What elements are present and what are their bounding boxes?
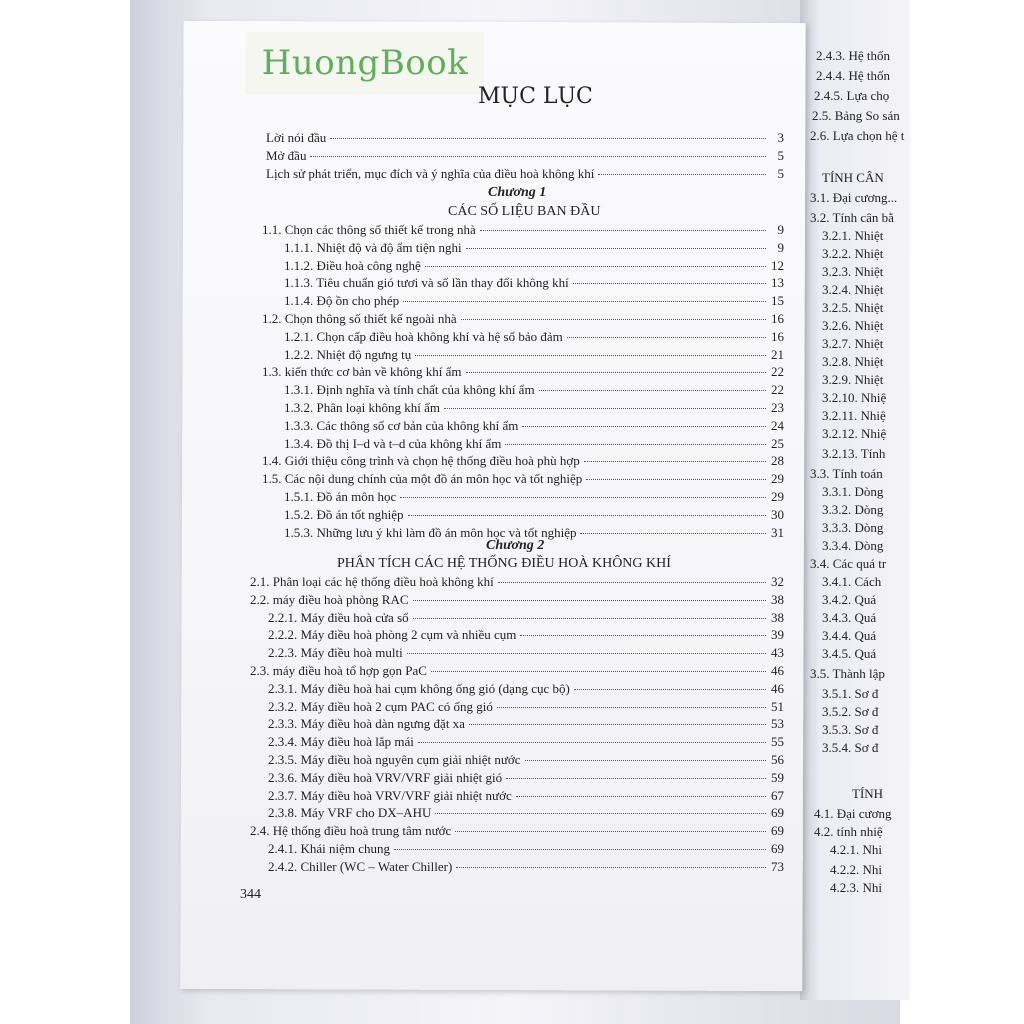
toc-chapter2-entry bbox=[268, 841, 784, 857]
toc-leader-dots bbox=[498, 581, 766, 583]
toc-entry-label: 1.1.2. Điều hoà công nghệ bbox=[284, 257, 421, 273]
toc-entry-label: 2.2.3. Máy điều hoà multi bbox=[268, 645, 403, 661]
toc-chapter2-entry bbox=[268, 610, 784, 626]
toc-intro-entry bbox=[266, 130, 784, 146]
toc-leader-dots bbox=[413, 599, 766, 601]
toc-entry-label: 2.3.6. Máy điều hoà VRV/VRF giải nhiệt gió bbox=[268, 769, 503, 785]
toc-chapter2-entry bbox=[250, 663, 784, 679]
toc-leader-dots bbox=[506, 777, 766, 779]
toc-leader-dots bbox=[466, 247, 766, 249]
toc-entry-page: 53 bbox=[771, 716, 784, 732]
toc-intro-entry bbox=[266, 166, 784, 182]
toc-leader-dots bbox=[418, 741, 766, 743]
toc-entry-label: 2.4. Hệ thống điều hoà trung tâm nước bbox=[250, 823, 452, 839]
next-page-line: 3.3.3. Dòng bbox=[822, 520, 884, 535]
next-page-line: 3.5.1. Sơ đ bbox=[822, 686, 879, 701]
page-title: MỤC LỤC bbox=[478, 84, 593, 109]
toc-entry-page: 73 bbox=[771, 858, 784, 874]
next-page-line: 3.3.4. Dòng bbox=[822, 538, 884, 553]
next-page-line: 3.4.1. Cách bbox=[822, 574, 882, 589]
next-page-line: 4.2.3. Nhi bbox=[830, 880, 882, 895]
toc-chapter1-entry bbox=[284, 418, 784, 434]
next-page-line: 3.3. Tính toán bbox=[810, 466, 883, 481]
toc-chapter1-entry bbox=[284, 347, 784, 363]
next-page-line: 3.2.4. Nhiệt bbox=[822, 282, 884, 297]
toc-chapter2-entry bbox=[268, 788, 784, 804]
toc-entry-label: 1.3.1. Định nghĩa và tính chất của không khí ẩm bbox=[284, 382, 535, 398]
toc-leader-dots bbox=[461, 318, 766, 320]
toc-entry-page: 28 bbox=[771, 453, 784, 469]
next-page-line: 3.4.2. Quá bbox=[822, 592, 877, 607]
toc-entry-label: 1.5.3. Những lưu ý khi làm đồ án môn học và tốt nghiệp bbox=[284, 524, 577, 540]
toc-leader-dots bbox=[466, 371, 767, 373]
toc-chapter1-entry bbox=[284, 258, 784, 274]
toc-chapter1-entry bbox=[284, 507, 784, 523]
toc-leader-dots bbox=[586, 478, 766, 480]
next-page-line: 3.2.10. Nhiệ bbox=[822, 390, 887, 405]
toc-leader-dots bbox=[431, 670, 766, 672]
toc-entry-page: 25 bbox=[771, 435, 784, 451]
toc-entry-page: 30 bbox=[771, 506, 784, 522]
toc-entry-label: 2.3.1. Máy điều hoà hai cụm không ống gió (dạng cục bộ) bbox=[268, 680, 570, 696]
toc-entry-label: 1.3.4. Đồ thị I–d và t–d của không khí ẩm bbox=[284, 435, 502, 451]
next-page bbox=[800, 0, 910, 1000]
next-page-line: 3.2.13. Tính bbox=[822, 446, 886, 461]
toc-entry-label: 1.2.2. Nhiệt độ ngưng tụ bbox=[284, 346, 412, 362]
toc-entry-page: 22 bbox=[771, 382, 784, 398]
toc-chapter2-entry bbox=[250, 823, 784, 839]
toc-entry-page: 24 bbox=[771, 417, 784, 433]
toc-chapter2-entry bbox=[268, 734, 784, 750]
toc-entry-page: 29 bbox=[771, 489, 784, 504]
toc-chapter2-entry bbox=[268, 645, 784, 661]
toc-leader-dots bbox=[584, 460, 766, 462]
toc-entry-label: 2.3.2. Máy điều hoà 2 cụm PAC có ống gió bbox=[268, 698, 493, 714]
next-page-line: 2.4.5. Lựa chọ bbox=[814, 88, 890, 103]
toc-entry-page: 51 bbox=[771, 698, 784, 714]
toc-chapter2-entry bbox=[268, 752, 784, 768]
next-page-line: TÍNH bbox=[852, 786, 884, 801]
toc-entry-label: 2.2. máy điều hoà phòng RAC bbox=[250, 591, 409, 607]
toc-entry-label: 2.2.2. Máy điều hoà phòng 2 cụm và nhiều cụm bbox=[268, 627, 517, 643]
toc-entry-label: 1.5. Các nội dung chính của một đồ án môn học và tốt nghiệp bbox=[262, 471, 583, 487]
toc-chapter1-entry bbox=[262, 364, 784, 380]
toc-chapter1-entry bbox=[284, 382, 784, 398]
toc-leader-dots bbox=[330, 137, 766, 139]
toc-entry-label: 1.1.4. Độ ồn cho phép bbox=[284, 293, 400, 309]
toc-chapter1-entry bbox=[284, 400, 784, 416]
toc-chapter1-entry bbox=[284, 293, 784, 309]
next-page-line: 3.2.3. Nhiệt bbox=[822, 264, 884, 279]
toc-entry-label: Lời nói đầu bbox=[266, 130, 327, 145]
next-page-line: 3.2.5. Nhiệt bbox=[822, 300, 884, 315]
toc-leader-dots bbox=[516, 795, 766, 797]
toc-leader-dots bbox=[394, 848, 766, 850]
toc-leader-dots bbox=[310, 155, 766, 157]
toc-entry-label: 1.3.3. Các thông số cơ bản của không khí ẩm bbox=[284, 417, 519, 433]
toc-entry-label: 2.3.4. Máy điều hoà lắp mái bbox=[268, 734, 414, 750]
toc-leader-dots bbox=[574, 688, 766, 690]
toc-leader-dots bbox=[573, 282, 766, 284]
toc-leader-dots bbox=[444, 407, 766, 409]
toc-chapter2-entry bbox=[250, 592, 784, 608]
toc-entry-label: 1.1.1. Nhiệt độ và độ ẩm tiện nghi bbox=[284, 239, 462, 255]
toc-entry-page: 46 bbox=[771, 663, 784, 678]
toc-chapter2-entry bbox=[268, 627, 784, 643]
chapter-1-title: CÁC SỐ LIỆU BAN ĐẦU bbox=[448, 204, 601, 219]
toc-entry-page: 69 bbox=[771, 841, 784, 856]
toc-leader-dots bbox=[435, 812, 766, 814]
toc-chapter1-entry bbox=[284, 275, 784, 291]
toc-entry-label: 1.1.3. Tiêu chuẩn gió tươi và số lần thay đổi không khí bbox=[284, 275, 569, 291]
toc-entry-label: 1.3. kiến thức cơ bản về không khí ẩm bbox=[262, 364, 462, 380]
toc-entry-page: 9 bbox=[777, 239, 784, 255]
toc-leader-dots bbox=[408, 514, 766, 516]
toc-entry-label: 2.4.2. Chiller (WC – Water Chiller) bbox=[268, 858, 453, 874]
toc-entry-label: 1.4. Giới thiệu công trình và chọn hệ thống điều hoà phù hợp bbox=[262, 453, 580, 469]
toc-entry-page: 55 bbox=[771, 734, 784, 750]
toc-chapter1-entry bbox=[284, 329, 784, 345]
toc-entry-label: 2.2.1. Máy điều hoà cửa sổ bbox=[268, 609, 409, 625]
toc-chapter2-entry bbox=[268, 805, 784, 821]
toc-entry-page: 59 bbox=[771, 769, 784, 785]
toc-chapter2-entry bbox=[268, 681, 784, 697]
toc-leader-dots bbox=[407, 652, 766, 654]
toc-entry-page: 38 bbox=[771, 591, 784, 607]
next-page-line: 2.4.4. Hệ thốn bbox=[816, 68, 891, 83]
toc-entry-page: 29 bbox=[771, 471, 784, 487]
toc-entry-label: 2.3.8. Máy VRF cho DX–AHU bbox=[268, 805, 432, 821]
toc-chapter2-entry bbox=[268, 716, 784, 732]
next-page-line: 3.4. Các quá tr bbox=[810, 556, 887, 571]
toc-chapter1-entry bbox=[284, 489, 784, 505]
toc-leader-dots bbox=[598, 173, 766, 175]
next-page-line: 2.4.3. Hệ thốn bbox=[816, 48, 891, 63]
next-page-line: 3.5.2. Sơ đ bbox=[822, 704, 879, 719]
huongbook-logo: HuongBook bbox=[246, 32, 484, 94]
next-page-line: 4.2. tính nhiệ bbox=[814, 824, 883, 839]
toc-entry-page: 15 bbox=[771, 293, 784, 309]
toc-entry-label: 2.4.1. Khái niệm chung bbox=[268, 841, 391, 856]
toc-entry-page: 5 bbox=[777, 166, 784, 181]
toc-chapter1-entry bbox=[262, 471, 784, 487]
toc-leader-dots bbox=[539, 389, 766, 391]
toc-entry-page: 3 bbox=[777, 130, 784, 145]
next-page-line: 3.5.3. Sơ đ bbox=[822, 722, 879, 737]
next-page-line: 2.5. Bảng So sán bbox=[812, 108, 900, 123]
toc-chapter1-entry bbox=[284, 240, 784, 256]
toc-leader-dots bbox=[505, 443, 766, 445]
toc-entry-page: 13 bbox=[771, 275, 784, 291]
next-page-line: 4.1. Đại cương bbox=[814, 806, 892, 821]
toc-entry-page: 43 bbox=[771, 645, 784, 661]
next-page-line: 3.2.12. Nhiệ bbox=[822, 426, 887, 441]
next-page-line: 3.2.2. Nhiệt bbox=[822, 246, 884, 261]
toc-intro-entry bbox=[266, 148, 784, 164]
toc-entry-page: 56 bbox=[771, 752, 784, 767]
toc-entry-page: 22 bbox=[771, 364, 784, 380]
next-page-line: 3.4.4. Quá bbox=[822, 628, 877, 643]
toc-leader-dots bbox=[520, 634, 766, 636]
toc-entry-label: 2.3.5. Máy điều hoà nguyên cụm giải nhiệt nước bbox=[268, 752, 521, 767]
toc-entry-page: 31 bbox=[771, 524, 784, 540]
next-page-line: 3.5. Thành lập bbox=[810, 666, 885, 681]
next-page-line: 3.2.6. Nhiệt bbox=[822, 318, 884, 333]
toc-entry-label: 2.1. Phân loại các hệ thống điều hoà không khí bbox=[250, 574, 494, 589]
toc-chapter2-entry bbox=[268, 859, 784, 875]
toc-leader-dots bbox=[400, 496, 766, 498]
next-page-line: 3.2.1. Nhiệt bbox=[822, 228, 884, 243]
next-page-line: 3.4.5. Quá bbox=[822, 646, 877, 661]
next-page-line: 4.2.2. Nhi bbox=[830, 862, 882, 877]
next-page-line: 2.6. Lựa chọn hệ t bbox=[810, 128, 905, 143]
toc-leader-dots bbox=[580, 532, 766, 534]
toc-leader-dots bbox=[403, 300, 766, 302]
next-page-line: 4.2.1. Nhi bbox=[830, 842, 882, 857]
toc-leader-dots bbox=[567, 336, 766, 338]
toc-chapter1-entry bbox=[262, 311, 784, 327]
toc-entry-label: 1.5.1. Đồ án môn học bbox=[284, 489, 397, 504]
toc-entry-page: 69 bbox=[771, 805, 784, 821]
toc-entry-page: 21 bbox=[771, 346, 784, 362]
toc-entry-label: 1.2.1. Chọn cấp điều hoà không khí và hệ số bảo đảm bbox=[284, 328, 563, 344]
toc-leader-dots bbox=[415, 354, 766, 356]
next-page-line: 3.1. Đại cương... bbox=[810, 190, 898, 205]
page-number: 344 bbox=[240, 887, 261, 902]
toc-leader-dots bbox=[525, 759, 766, 761]
chapter-2-heading: Chương 2 bbox=[486, 538, 545, 553]
toc-entry-page: 32 bbox=[771, 574, 784, 589]
toc-entry-page: 38 bbox=[771, 609, 784, 625]
next-page-line: 3.3.1. Dòng bbox=[822, 484, 884, 499]
toc-chapter1-entry bbox=[284, 436, 784, 452]
next-page-line: 3.2.9. Nhiệt bbox=[822, 372, 884, 387]
toc-entry-page: 46 bbox=[771, 680, 784, 696]
chapter-2-title: PHÂN TÍCH CÁC HỆ THỐNG ĐIỀU HOÀ KHÔNG KHÍ bbox=[337, 556, 671, 571]
toc-entry-label: 1.5.2. Đồ án tốt nghiệp bbox=[284, 506, 404, 522]
toc-leader-dots bbox=[425, 265, 766, 267]
toc-leader-dots bbox=[455, 830, 766, 832]
toc-entry-page: 12 bbox=[771, 257, 784, 273]
toc-entry-label: 1.3.2. Phân loại không khí ẩm bbox=[284, 400, 440, 415]
toc-entry-page: 23 bbox=[771, 400, 784, 415]
next-page-line: 3.4.3. Quá bbox=[822, 610, 877, 625]
toc-chapter1-entry bbox=[262, 222, 784, 238]
toc-entry-label: 2.3.7. Máy điều hoà VRV/VRF giải nhiệt nước bbox=[268, 787, 512, 803]
toc-chapter2-entry bbox=[268, 770, 784, 786]
chapter-1-heading: Chương 1 bbox=[488, 185, 547, 200]
toc-entry-label: Lịch sử phát triển, mục đích và ý nghĩa của điều hoà không khí bbox=[266, 166, 595, 181]
toc-chapter2-entry bbox=[250, 574, 784, 590]
toc-leader-dots bbox=[413, 617, 766, 619]
toc-leader-dots bbox=[469, 723, 766, 725]
toc-chapter1-entry bbox=[262, 453, 784, 469]
toc-chapter2-entry bbox=[268, 699, 784, 715]
next-page-line: 3.2.7. Nhiệt bbox=[822, 336, 884, 351]
toc-entry-page: 67 bbox=[771, 787, 784, 803]
toc-entry-page: 16 bbox=[771, 311, 784, 326]
next-page-line: 3.3.2. Dòng bbox=[822, 502, 884, 517]
toc-entry-page: 16 bbox=[771, 328, 784, 344]
toc-entry-label: 2.3.3. Máy điều hoà dàn ngưng đặt xa bbox=[268, 716, 465, 732]
toc-leader-dots bbox=[497, 706, 766, 708]
next-page-line: 3.2.11. Nhiệ bbox=[822, 408, 886, 423]
toc-entry-page: 9 bbox=[777, 222, 784, 237]
next-page-line: 3.5.4. Sơ đ bbox=[822, 740, 879, 755]
toc-leader-dots bbox=[480, 229, 766, 231]
toc-entry-label: 1.2. Chọn thông số thiết kế ngoài nhà bbox=[262, 311, 457, 326]
toc-leader-dots bbox=[456, 866, 766, 868]
toc-entry-page: 69 bbox=[771, 823, 784, 839]
next-page-line: TÍNH CÂN bbox=[822, 170, 884, 185]
toc-entry-page: 5 bbox=[777, 148, 784, 163]
toc-entry-label: Mở đầu bbox=[266, 148, 307, 163]
next-page-line: 3.2.8. Nhiệt bbox=[822, 354, 884, 369]
next-page-line: 3.2. Tính cân bằ bbox=[810, 210, 894, 225]
toc-entry-page: 39 bbox=[771, 627, 784, 643]
toc-entry-label: 2.3. máy điều hoà tổ hợp gọn PaC bbox=[250, 663, 427, 678]
toc-leader-dots bbox=[522, 425, 766, 427]
toc-entry-label: 1.1. Chọn các thông số thiết kế trong nhà bbox=[262, 222, 476, 237]
